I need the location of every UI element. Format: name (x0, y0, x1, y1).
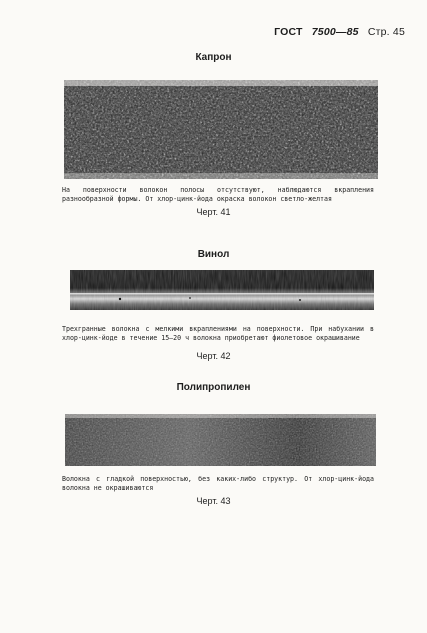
standard-number: 7500—85 (311, 26, 359, 38)
caption-vinol: Трехгранные волокна с мелкими вкраплениями на поверхности. При набухании в хлор-цинк-йоде в течение 15—20 ч волокна приобретают фиолетовое окрашивание (62, 325, 374, 342)
page-header (274, 26, 405, 38)
micrograph-kapron (64, 80, 378, 179)
figure-label-43: Черт. 43 (196, 496, 231, 506)
section-title-vinol: Винол (197, 249, 230, 260)
standard-label: ГОСТ (274, 26, 303, 38)
page-number: Стр. 45 (367, 26, 405, 38)
section-title-kapron: Капрон (195, 52, 232, 63)
micrograph-vinol (70, 270, 374, 310)
figure-label-41: Черт. 41 (196, 207, 231, 217)
caption-kapron: На поверхности волокон полосы отсутствуют, наблюдаются вкрапления разнообразной формы. От хлор-цинк-йода окраска волокон светло-желтая (62, 186, 374, 203)
figure-label-42: Черт. 42 (196, 351, 231, 361)
caption-polypropylene: Волокна с гладкой поверхностью, без каких-либо структур. От хлор-цинк-йода волокна не окрашиваются (62, 475, 374, 492)
micrograph-polypropylene (65, 414, 376, 466)
section-title-polypropylene: Полипропилен (176, 382, 251, 393)
